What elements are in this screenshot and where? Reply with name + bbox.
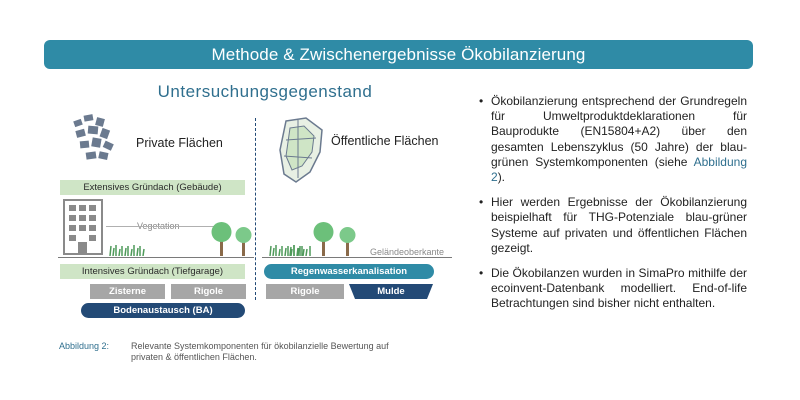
figure-reference-link[interactable]: Abbildung 2 [491, 154, 747, 185]
swale-bar [349, 284, 433, 299]
intensive-green-roof-bar: Intensives Gründach (Tiefgarage) [60, 264, 245, 279]
trench-private-bar: Rigole [171, 284, 246, 299]
trench-public-bar: Rigole [266, 284, 344, 299]
bullet-dot: • [479, 94, 484, 108]
extensive-green-roof-bar: Extensives Gründach (Gebäude) [60, 180, 245, 195]
bullet-dot: • [479, 266, 484, 281]
rainwater-sewer-bar: Regenwasserkanalisation [264, 264, 434, 279]
caption-number: Abbildung 2: [59, 341, 110, 351]
soil-exchange-bar: Bodenaustausch (BA) [81, 303, 245, 318]
swale-label: Mulde [377, 286, 405, 297]
ground-line-private [58, 257, 254, 258]
building-icon [62, 198, 104, 256]
header-banner [44, 40, 753, 69]
bullet-1-text: Ökobilanzierung entsprechend der Grundregeln für Umweltproduktdeklarationen für Bauprodukte (EN15804+A2) über den gesamten Lebenszyklus (50 Jahre) der blau-grünen Systemkomponenten (siehe [491, 94, 747, 169]
bullet-1-end: ). [497, 170, 506, 185]
bullet-item [477, 195, 747, 256]
public-map-icon [276, 116, 326, 186]
vegetation-line [106, 226, 214, 227]
vegetation-label: Vegetation [137, 221, 180, 231]
private-map-icon [70, 112, 126, 164]
private-areas-label: Private Flächen [136, 136, 223, 150]
bullet-list [477, 94, 747, 322]
bullet-2-text: Hier werden Ergebnisse der Ökobilanzierung beispielhaft für THG-Potenziale blau-grüner Systeme auf privaten und öffentlichen Flächen gezeigt. [491, 195, 747, 255]
ground-level-label: Geländeoberkante [370, 247, 445, 257]
grass-icon [108, 244, 148, 256]
ground-line-public [262, 257, 452, 258]
bullet-dot: • [479, 195, 484, 210]
caption-text [131, 341, 431, 363]
section-divider [255, 118, 256, 300]
trees-icon [312, 212, 362, 258]
grass-icon [288, 244, 314, 256]
caption-line-2: privaten & öffentlichen Flächen. [131, 352, 257, 362]
caption-line-1: Relevante Systemkomponenten für ökobilanzielle Bewertung auf [131, 341, 389, 351]
public-areas-label: Öffentliche Flächen [331, 134, 439, 148]
trees-icon [210, 212, 256, 258]
cistern-bar: Zisterne [90, 284, 165, 299]
bullet-3-text: Die Ökobilanzen wurden in SimaPro mithilfe der ecoinvent-Datenbank modelliert. End-of-life Betrachtungen sind bisher nicht enthalten. [491, 266, 747, 311]
bullet-item [477, 94, 747, 185]
bullet-item [477, 266, 747, 312]
figure-title: Untersuchungsgegenstand [157, 82, 373, 101]
header-title: Methode & Zwischenergebnisse Ökobilanzierung [211, 45, 586, 64]
